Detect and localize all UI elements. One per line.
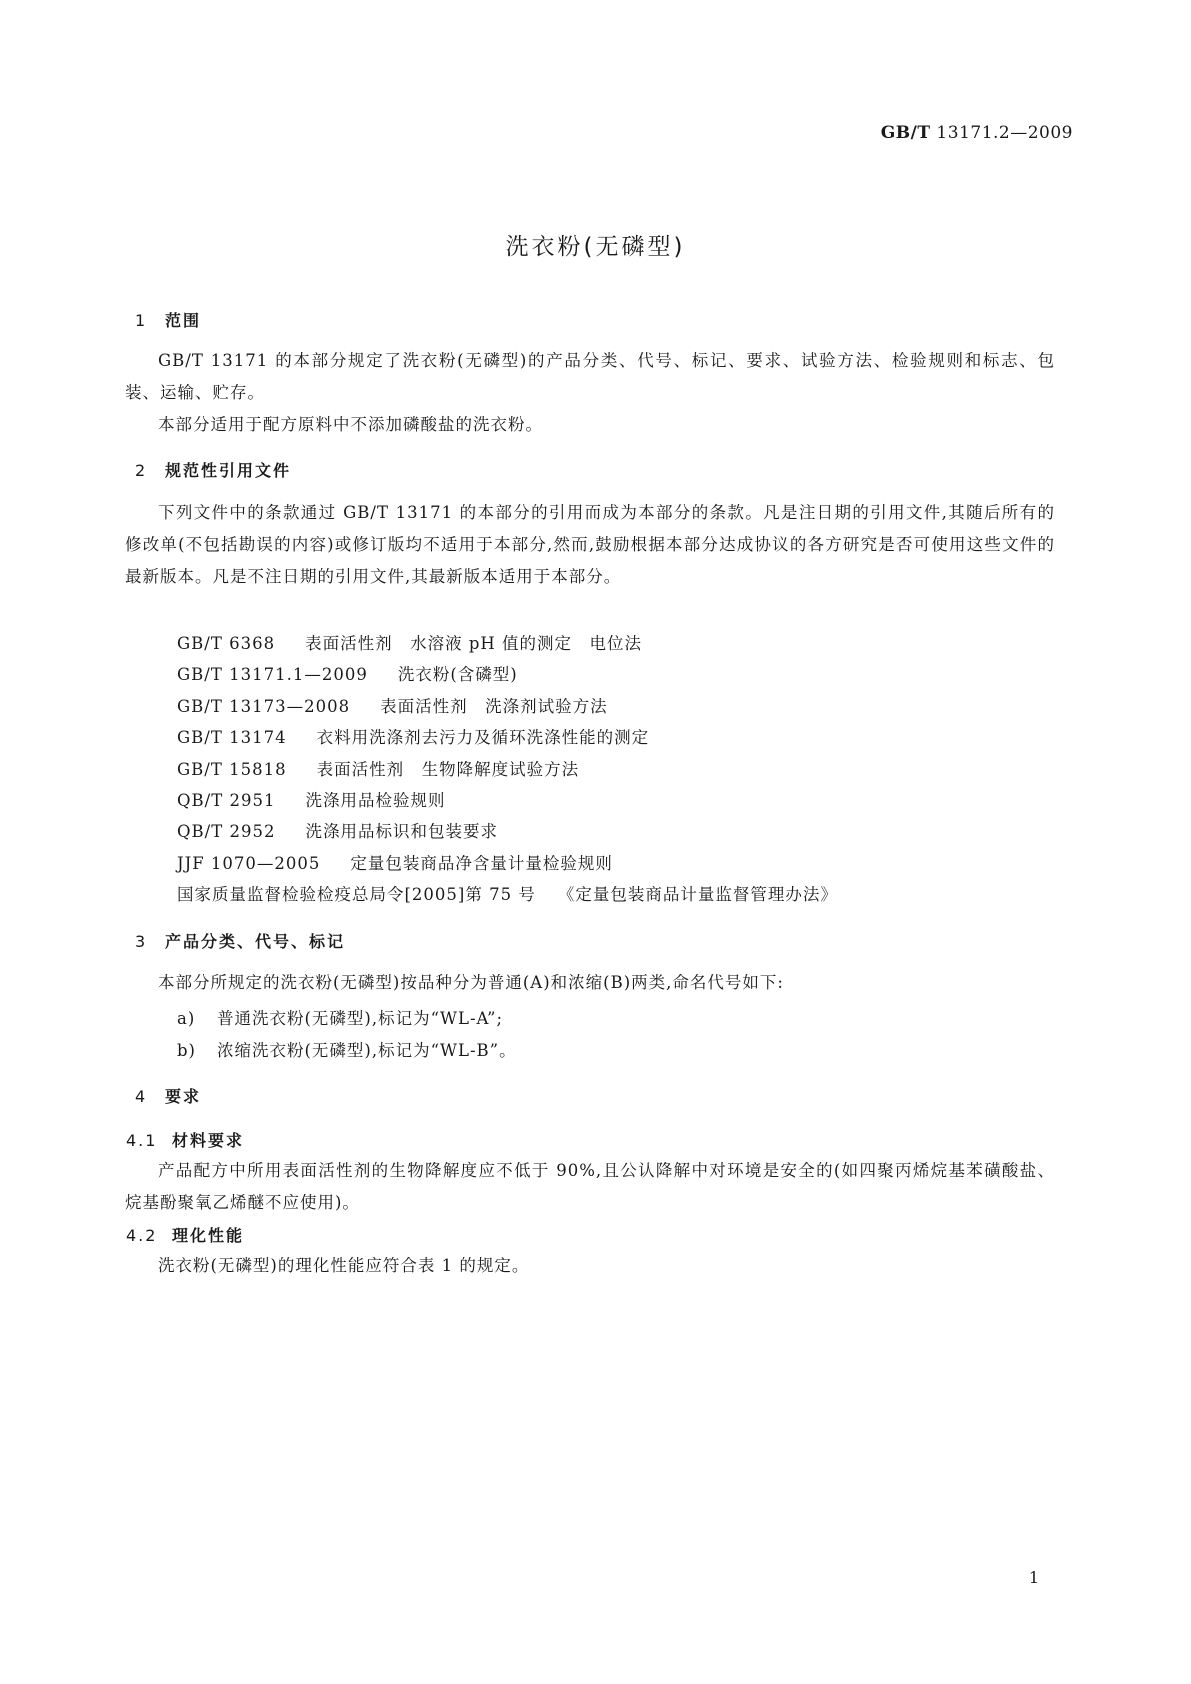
list-item-text: 浓缩洗衣粉(无磷型),标记为“WL-B”。 bbox=[217, 1041, 517, 1060]
section-4-heading bbox=[135, 1084, 201, 1107]
section-1-heading bbox=[135, 308, 201, 331]
reference-code: QB/T 2952 bbox=[177, 822, 276, 841]
reference-code: JJF 1070—2005 bbox=[177, 854, 321, 873]
section-number: 4.2 bbox=[126, 1226, 158, 1245]
page-number: 1 bbox=[1028, 1568, 1039, 1587]
reference-title: 《定量包装商品计量监督管理办法》 bbox=[557, 885, 838, 904]
section-title: 规范性引用文件 bbox=[165, 461, 292, 480]
reference-title: 洗涤用品检验规则 bbox=[305, 791, 446, 810]
list-item bbox=[177, 1037, 517, 1061]
reference-title: 表面活性剂 水溶液 pH 值的测定 电位法 bbox=[305, 634, 643, 653]
list-item bbox=[177, 1005, 503, 1029]
section-2-paragraph-1: 下列文件中的条款通过 GB/T 13171 的本部分的引用而成为本部分的条款。凡是注日期的引用文件,其随后所有的修改单(不包括勘误的内容)或修订版均不适用于本部分,然而,鼓励根据本部分达成协议的各方研究是否可使用这些文件的最新版本。凡是不注日期的引用文件,其最新版本适用于本部分。 bbox=[125, 503, 1055, 586]
reference-title: 洗涤用品标识和包装要求 bbox=[305, 822, 498, 841]
section-4-1-heading bbox=[126, 1128, 244, 1151]
reference-item bbox=[177, 881, 838, 905]
reference-code: 国家质量监督检验检疫总局令[2005]第 75 号 bbox=[177, 885, 536, 904]
section-title: 理化性能 bbox=[172, 1226, 245, 1245]
reference-item bbox=[177, 850, 613, 874]
reference-code: GB/T 13171.1—2009 bbox=[177, 665, 368, 684]
reference-code: GB/T 13173—2008 bbox=[177, 697, 351, 716]
document-title: 洗衣粉(无磷型) bbox=[505, 234, 686, 260]
list-item-label: b) bbox=[177, 1041, 196, 1060]
section-title: 产品分类、代号、标记 bbox=[165, 932, 346, 951]
standard-code bbox=[881, 123, 1073, 143]
section-number: 2 bbox=[135, 461, 148, 480]
reference-item bbox=[177, 756, 579, 780]
section-number: 4 bbox=[135, 1087, 148, 1106]
section-4-2-heading bbox=[126, 1223, 244, 1246]
reference-title: 洗衣粉(含磷型) bbox=[397, 665, 518, 684]
section-4-2-paragraph: 洗衣粉(无磷型)的理化性能应符合表 1 的规定。 bbox=[158, 1256, 530, 1275]
reference-item bbox=[177, 661, 518, 685]
section-1-paragraph-1: GB/T 13171 的本部分规定了洗衣粉(无磷型)的产品分类、代号、标记、要求、试验方法、检验规则和标志、包装、运输、贮存。 bbox=[125, 351, 1055, 402]
section-4-1-paragraph: 产品配方中所用表面活性剂的生物降解度应不低于 90%,且公认降解中对环境是安全的(如四聚丙烯烷基苯磺酸盐、烷基酚聚氧乙烯醚不应使用)。 bbox=[125, 1161, 1055, 1212]
reference-item bbox=[177, 724, 649, 748]
reference-item bbox=[177, 787, 445, 811]
reference-title: 定量包装商品净含量计量检验规则 bbox=[350, 854, 613, 873]
section-2-heading bbox=[135, 458, 291, 481]
reference-code: QB/T 2951 bbox=[177, 791, 276, 810]
section-title: 要求 bbox=[165, 1087, 202, 1106]
standard-code-prefix: GB/T bbox=[880, 123, 931, 143]
reference-code: GB/T 6368 bbox=[177, 634, 276, 653]
section-3-heading bbox=[135, 929, 345, 952]
list-item-label: a) bbox=[177, 1009, 196, 1028]
section-number: 3 bbox=[135, 932, 148, 951]
reference-title: 表面活性剂 生物降解度试验方法 bbox=[316, 760, 580, 779]
section-number: 1 bbox=[135, 311, 148, 330]
section-1-paragraph-2: 本部分适用于配方原料中不添加磷酸盐的洗衣粉。 bbox=[158, 415, 543, 434]
reference-item bbox=[177, 818, 498, 842]
section-number: 4.1 bbox=[126, 1131, 158, 1150]
reference-code: GB/T 13174 bbox=[177, 728, 287, 747]
standard-code-number: 13171.2—2009 bbox=[930, 123, 1073, 143]
reference-item bbox=[177, 693, 608, 717]
section-title: 材料要求 bbox=[172, 1131, 245, 1150]
reference-code: GB/T 15818 bbox=[177, 760, 287, 779]
reference-item bbox=[177, 630, 642, 654]
section-3-paragraph-1: 本部分所规定的洗衣粉(无磷型)按品种分为普通(A)和浓缩(B)两类,命名代号如下: bbox=[158, 973, 784, 992]
list-item-text: 普通洗衣粉(无磷型),标记为“WL-A”; bbox=[217, 1009, 504, 1028]
reference-title: 衣料用洗涤剂去污力及循环洗涤性能的测定 bbox=[316, 728, 650, 747]
section-title: 范围 bbox=[165, 311, 202, 330]
reference-title: 表面活性剂 洗涤剂试验方法 bbox=[380, 697, 608, 716]
